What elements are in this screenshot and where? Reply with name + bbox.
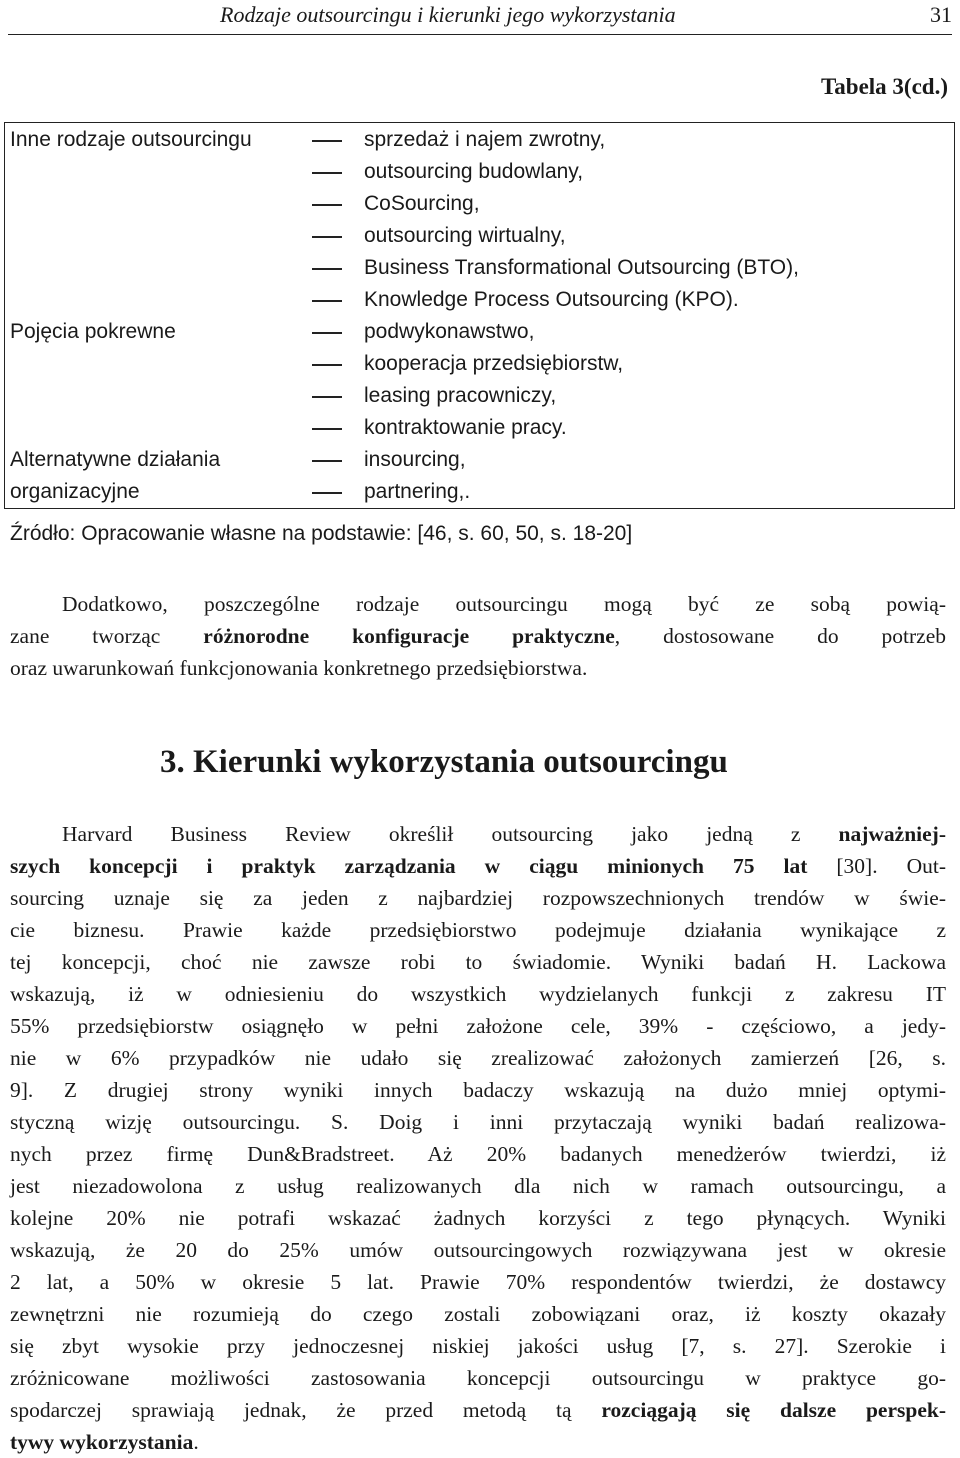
text-line: tywy wykorzystania. [10,1430,199,1454]
text-line: zróżnicowane możliwości zastosowania koncepcji outsourcingu w praktyce go- [10,1366,946,1390]
text-line: styczną wizję outsourcingu. S. Doig i inni przytaczają wyniki badań realizowa- [10,1110,946,1134]
running-header [8,0,952,35]
row-label: Inne rodzaje outsourcingu [10,128,252,151]
dash-bullet [312,172,342,174]
text-line: oraz uwarunkowań funkcjonowania konkretnego przedsiębiorstwa. [10,656,588,680]
text-line: zane tworząc różnorodne konfiguracje praktyczne, dostosowane do potrzeb [10,624,946,648]
dash-bullet [312,364,342,366]
emphasis: rozciągają się dalsze perspek- [601,1398,946,1422]
dash-bullet [312,332,342,334]
text-line: nie w 6% przypadków nie udało się zrealizować założonych zamierzeń [26, s. [10,1046,946,1070]
text-line: tej koncepcji, choć nie zawsze robi to świadomie. Wyniki badań H. Lackowa [10,950,946,974]
emphasis: szych koncepcji i praktyk zarządzania w ciągu minionych 75 lat [10,854,808,878]
text-line: się zbyt wysokie przy jednoczesnej niskiej jakości usług [7, s. 27]. Szerokie i [10,1334,946,1358]
text-line: sourcing uznaje się za jeden z najbardziej rozpowszechnionych trendów w świe- [10,886,946,910]
emphasis: różnorodne konfiguracje praktyczne [203,624,615,648]
text-line: kolejne 20% nie potrafi wskazać żadnych korzyści z tego płynących. Wyniki [10,1206,946,1230]
outsourcing-types-table: Inne rodzaje outsourcingu sprzedaż i najem zwrotny, outsourcing budowlany, CoSourcing, outsourcing wirtualny, Business Transformational Outsourcing (BTO), Knowledge Process Outsourcing (KPO). Pojęcia pokrewne podwykonawstwo, kooperacja przedsiębiorstw, leasing pracowniczy, kontraktowanie pracy. Alternatywne działania organizacyjne insourcing, partnering,. [0,122,960,512]
text-line: 2 lat, a 50% w okresie 5 lat. Prawie 70% respondentów twierdzi, że dostawcy [10,1270,946,1294]
page-number: 31 [930,2,952,27]
text-line: 55% przedsiębiorstw osiągnęło w pełni założone cele, 39% - częściowo, a jedy- [10,1014,946,1038]
dash-bullet [312,396,342,398]
dash-bullet [312,140,342,142]
text-line: Dodatkowo, poszczególne rodzaje outsourcingu mogą być ze sobą powią- [62,592,946,616]
running-title: Rodzaje outsourcingu i kierunki jego wykorzystania [220,2,676,27]
dash-bullet [312,300,342,302]
dash-bullet [312,204,342,206]
row-label-line: organizacyjne [10,480,140,503]
text-line: wskazują, że 20 do 25% umów outsourcingowych rozwiązywana jest w okresie [10,1238,946,1262]
section-heading: 3. Kierunki wykorzystania outsourcingu [160,744,728,780]
text-line: spodarczej sprawiają jednak, że przed metodą tą rozciągają się dalsze perspek- [10,1398,946,1422]
dash-bullet [312,428,342,430]
dash-bullet [312,268,342,270]
text-line: Harvard Business Review określił outsourcing jako jedną z najważniej- [62,822,946,846]
paragraph [10,588,946,684]
row-label [10,444,220,508]
text-line: jest niezadowolona z usług realizowanych dla nich w ramach outsourcingu, a [10,1174,946,1198]
row-label-line: Alternatywne działania [10,448,221,471]
text-line: zewnętrzni nie rozumieją do czego zostali zobowiązani oraz, iż koszty okazały [10,1302,946,1326]
dash-bullet [312,460,342,462]
text-line: cie biznesu. Prawie każde przedsiębiorstwo podejmuje działania wynikające z [10,918,946,942]
dash-bullet [312,492,342,494]
text-line: 9]. Z drugiej strony wyniki innych badaczy wskazują na dużo mniej optymi- [10,1078,946,1102]
paragraph [10,818,946,1458]
row-label: Pojęcia pokrewne [10,320,176,343]
dash-bullet [312,236,342,238]
emphasis: najważniej- [838,822,946,846]
text-line: nych przez firmę Dun&Bradstreet. Aż 20% badanych menedżerów twierdzi, iż [10,1142,946,1166]
text-line: szych koncepcji i praktyk zarządzania w ciągu minionych 75 lat [30]. Out- [10,854,946,878]
text-line: wskazują, iż w odniesieniu do wszystkich wydzielanych funkcji z zakresu IT [10,982,946,1006]
table-caption: Tabela 3(cd.) [821,74,948,99]
table-source-note: Źródło: Opracowanie własne na podstawie: [46, s. 60, 50, s. 18-20] [10,522,633,545]
emphasis: tywy wykorzystania [10,1430,194,1454]
